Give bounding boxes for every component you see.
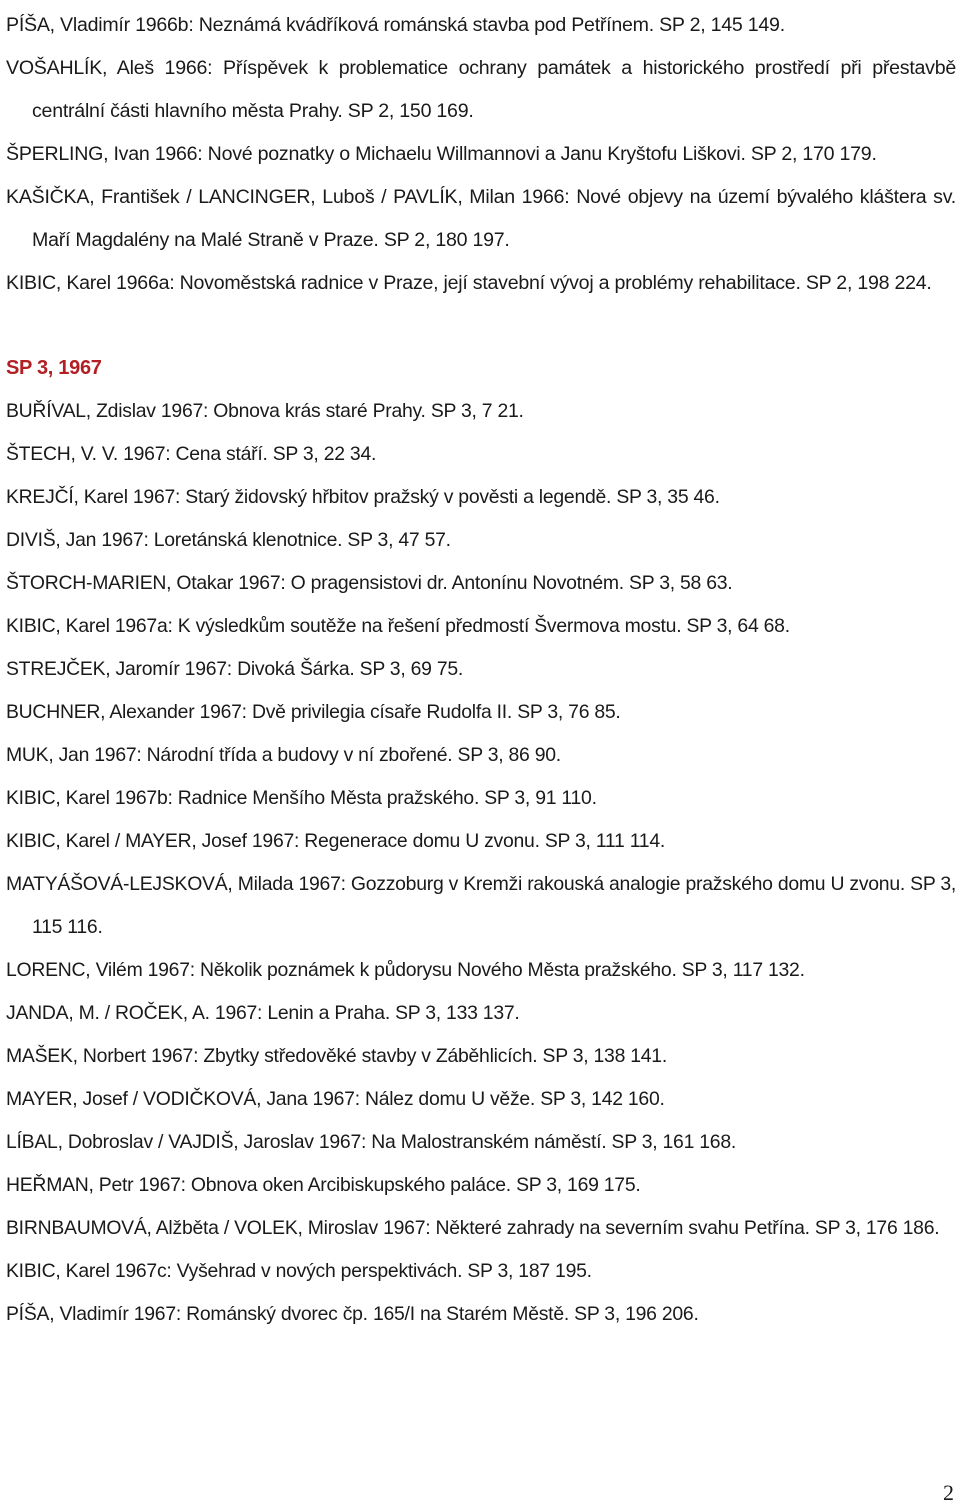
- bibliography-list: [6, 4, 956, 1336]
- bibliography-entry: STREJČEK, Jaromír 1967: Divoká Šárka. SP 3, 69 75.: [6, 658, 464, 680]
- bibliography-entry: ŠTORCH-MARIEN, Otakar 1967: O pragensistovi dr. Antonínu Novotném. SP 3, 58 63.: [6, 572, 733, 594]
- bibliography-entry: KIBIC, Karel 1967a: K výsledkům soutěže na řešení předmostí Švermova mostu. SP 3, 64 68.: [6, 615, 790, 637]
- bibliography-entry: BUŘÍVAL, Zdislav 1967: Obnova krás staré Prahy. SP 3, 7 21.: [6, 400, 524, 422]
- bibliography-entry: KIBIC, Karel 1967c: Vyšehrad v nových perspektivách. SP 3, 187 195.: [6, 1260, 592, 1282]
- bibliography-entry: MUK, Jan 1967: Národní třída a budovy v ní zbořené. SP 3, 86 90.: [6, 744, 561, 766]
- bibliography-entry: BIRNBAUMOVÁ, Alžběta / VOLEK, Miroslav 1967: Některé zahrady na severním svahu Petřína. SP 3, 176 186.: [6, 1217, 940, 1239]
- bibliography-entry: JANDA, M. / ROČEK, A. 1967: Lenin a Praha. SP 3, 133 137.: [6, 1002, 520, 1024]
- bibliography-entry: PÍŠA, Vladimír 1967: Románský dvorec čp. 165/I na Starém Městě. SP 3, 196 206.: [6, 1303, 699, 1325]
- bibliography-entry: MAYER, Josef / VODIČKOVÁ, Jana 1967: Nález domu U věže. SP 3, 142 160.: [6, 1088, 665, 1110]
- section-heading: SP 3, 1967: [6, 357, 102, 379]
- bibliography-entry: PÍŠA, Vladimír 1966b: Neznámá kvádříková románská stavba pod Petřínem. SP 2, 145 149.: [6, 14, 785, 36]
- bibliography-entry: LÍBAL, Dobroslav / VAJDIŠ, Jaroslav 1967: Na Malostranském náměstí. SP 3, 161 168.: [6, 1131, 736, 1153]
- bibliography-entry: LORENC, Vilém 1967: Několik poznámek k půdorysu Nového Města pražského. SP 3, 117 132.: [6, 959, 805, 981]
- bibliography-entry: KIBIC, Karel 1966a: Novoměstská radnice v Praze, její stavební vývoj a problémy rehabilitace. SP 2, 198 224.: [6, 272, 932, 294]
- bibliography-entry: ŠTECH, V. V. 1967: Cena stáří. SP 3, 22 34.: [6, 443, 377, 465]
- bibliography-entry: HEŘMAN, Petr 1967: Obnova oken Arcibiskupského paláce. SP 3, 169 175.: [6, 1174, 641, 1196]
- bibliography-entry: VOŠAHLÍK, Aleš 1966: Příspěvek k problematice ochrany památek a historického prostředí při přestavbě centrální části hlavního města Prahy. SP 2, 150 169.: [6, 57, 956, 122]
- bibliography-entry: MAŠEK, Norbert 1967: Zbytky středověké stavby v Záběhlicích. SP 3, 138 141.: [6, 1045, 667, 1067]
- bibliography-entry: BUCHNER, Alexander 1967: Dvě privilegia císaře Rudolfa II. SP 3, 76 85.: [6, 701, 621, 723]
- bibliography-entry: ŠPERLING, Ivan 1966: Nové poznatky o Michaelu Willmannovi a Janu Kryštofu Liškovi. SP 2, 170 179.: [6, 143, 877, 165]
- bibliography-entry: KAŠIČKA, František / LANCINGER, Luboš / PAVLÍK, Milan 1966: Nové objevy na území bývalého kláštera sv. Maří Magdalény na Malé Straně v Praze. SP 2, 180 197.: [6, 186, 956, 251]
- bibliography-entry: KIBIC, Karel / MAYER, Josef 1967: Regenerace domu U zvonu. SP 3, 111 114.: [6, 830, 665, 852]
- bibliography-entry: KIBIC, Karel 1967b: Radnice Menšího Města pražského. SP 3, 91 110.: [6, 787, 597, 809]
- bibliography-entry: KREJČÍ, Karel 1967: Starý židovský hřbitov pražský v pověsti a legendě. SP 3, 35 46.: [6, 486, 720, 508]
- bibliography-entry: MATYÁŠOVÁ-LEJSKOVÁ, Milada 1967: Gozzoburg v Kremži rakouská analogie pražského domu U zvonu. SP 3, 115 116.: [6, 873, 956, 938]
- bibliography-entry: DIVIŠ, Jan 1967: Loretánská klenotnice. SP 3, 47 57.: [6, 529, 451, 551]
- page-number: 2: [943, 1480, 954, 1505]
